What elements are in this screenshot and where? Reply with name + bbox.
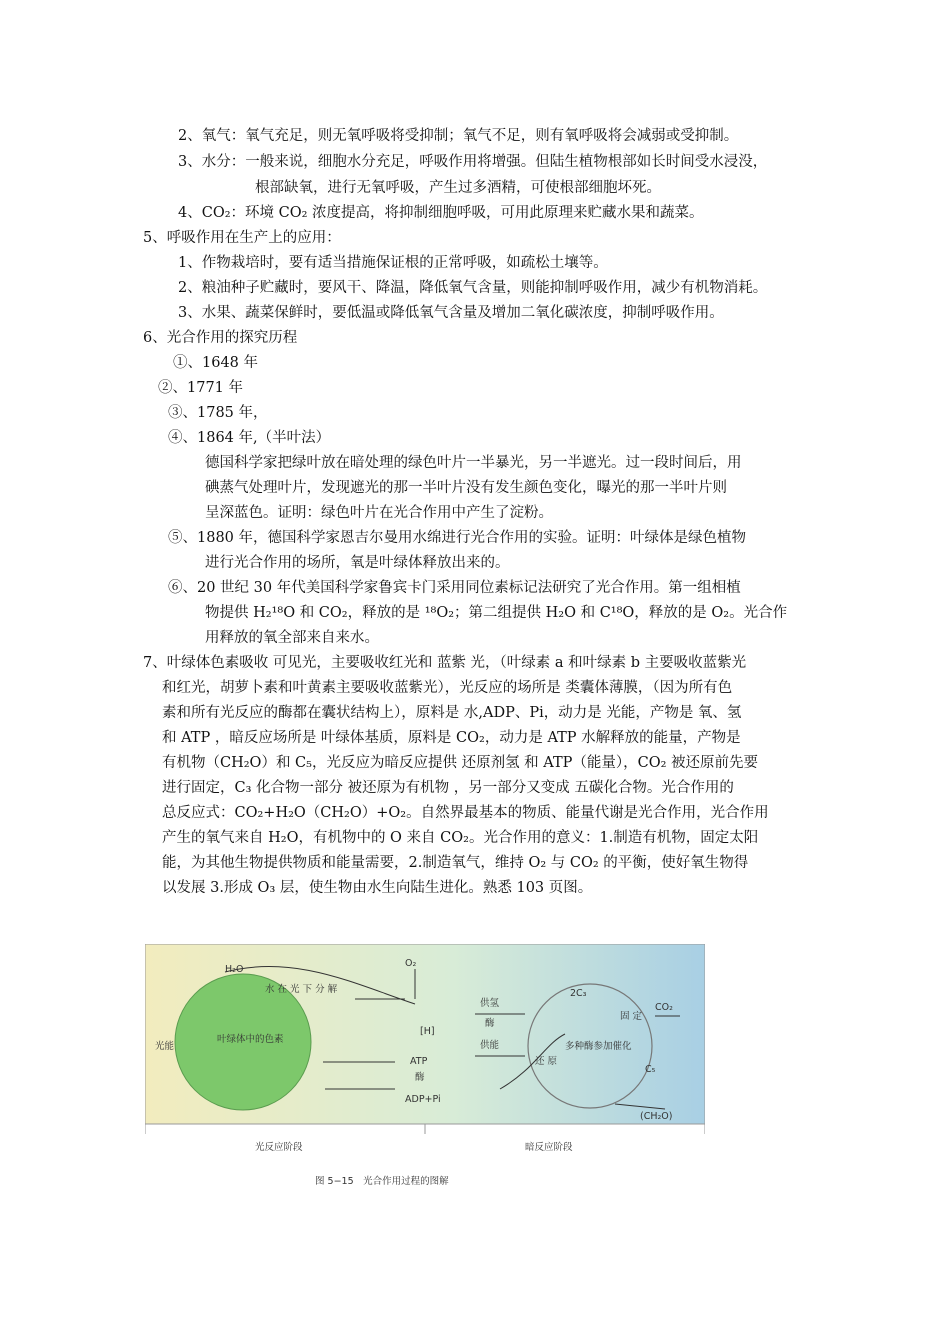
text-line: 能，为其他生物提供物质和能量需要，2.制造氧气，维持 O₂ 与 CO₂ 的平衡，使好氧生物得 [162, 855, 749, 871]
text-line: 进行光合作用的场所，氧是叶绿体释放出来的。 [205, 555, 510, 571]
text-line: ④、1864 年,（半叶法） [168, 430, 331, 446]
atp-label: ATP [410, 1056, 428, 1067]
text-line: 有机物（CH₂O）和 C₅，光反应为暗反应提供 还原剂氢 和 ATP（能量），CO₂ 被还原前先要 [162, 755, 759, 771]
multi-enzyme-label: 多种酶参加催化 [565, 1041, 632, 1052]
supply-h-label: 供氢 [480, 998, 500, 1009]
text-line: 碘蒸气处理叶片，发现遮光的那一半叶片没有发生颜色变化，曝光的那一半叶片则 [205, 480, 727, 496]
text-line: 总反应式：CO₂+H₂O（CH₂O）+O₂。自然界最基本的物质、能量代谢是光合作用，光合作用 [162, 805, 769, 821]
light-stage-label: 光反应阶段 [255, 1142, 303, 1153]
ch2o-label: (CH₂O) [640, 1111, 673, 1122]
co2-label: CO₂ [655, 1002, 673, 1013]
text-line: 素和所有光反应的酶都在囊状结构上），原料是 水,ADP、Pi，动力是 光能，产物是 氧、氢 [162, 705, 742, 721]
text-line: ⑥、20 世纪 30 年代美国科学家鲁宾卡门采用同位素标记法研究了光合作用。第一组相植 [168, 580, 741, 596]
supply-h-enzyme-label: 酶 [485, 1018, 495, 1029]
text-line: ②、1771 年 [158, 380, 244, 396]
text-line: 6、光合作用的探究历程 [143, 330, 298, 346]
enzyme-label: 酶 [415, 1072, 425, 1083]
text-line: 2、粮油种子贮藏时，要风干、降温，降低氧气含量，则能抑制呼吸作用，减少有机物消耗。 [178, 280, 768, 296]
text-line: 3、水果、蔬菜保鲜时，要低温或降低氧气含量及增加二氧化碳浓度，抑制呼吸作用。 [178, 305, 724, 321]
text-line: 7、叶绿体色素吸收 可见光，主要吸收红光和 蓝紫 光，（叶绿素 a 和叶绿素 b 主要吸收蓝紫光 [143, 655, 747, 671]
c5-label: C₅ [645, 1064, 656, 1075]
pigment-label: 叶绿体中的色素 [217, 1034, 284, 1045]
text-line: 用释放的氧全部来自来水。 [205, 630, 379, 646]
h-label: [H] [420, 1026, 435, 1037]
reduce-label: 还 原 [535, 1056, 558, 1067]
text-line: 进行固定，C₃ 化合物一部分 被还原为有机物 ，另一部分又变成 五碳化合物。光合作用的 [162, 780, 734, 796]
text-line: 1、作物栽培时，要有适当措施保证根的正常呼吸，如疏松土壤等。 [178, 255, 608, 271]
figure-caption: 图 5−15 光合作用过程的图解 [315, 1176, 449, 1187]
light-label: 光能 [155, 1041, 175, 1052]
text-line: 5、呼吸作用在生产上的应用： [143, 230, 341, 246]
fix-label: 固 定 [620, 1011, 643, 1022]
text-line: ①、1648 年 [173, 355, 259, 371]
text-line: 4、CO₂：环境 CO₂ 浓度提高，将抑制细胞呼吸，可用此原理来贮藏水果和蔬菜。 [178, 205, 704, 221]
text-line: 以发展 3.形成 O₃ 层，使生物由水生向陆生进化。熟悉 103 页图。 [162, 880, 593, 896]
dark-stage-label: 暗反应阶段 [525, 1142, 573, 1153]
text-line: 物提供 H₂¹⁸O 和 CO₂，释放的是 ¹⁸O₂；第二组提供 H₂O 和 C¹⁸O，释放的是 O₂。光合作 [205, 605, 788, 621]
photosynthesis-diagram [145, 944, 705, 1194]
adp-label: ADP+Pi [405, 1094, 441, 1105]
text-line: 产生的氧气来自 H₂O，有机物中的 O 来自 CO₂。光合作用的意义：1.制造有机物，固定太阳 [162, 830, 759, 846]
text-line: ③、1785 年， [168, 405, 268, 421]
text-line: 德国科学家把绿叶放在暗处理的绿色叶片一半暴光，另一半遮光。过一段时间后，用 [205, 455, 742, 471]
text-line: 3、水分：一般来说，细胞水分充足，呼吸作用将增强。但陆生植物根部如长时间受水浸没， [178, 154, 768, 170]
text-line: 和 ATP ，暗反应场所是 叶绿体基质，原料是 CO₂，动力是 ATP 水解释放的能量，产物是 [162, 730, 741, 746]
supply-energy-label: 供能 [480, 1040, 500, 1051]
text-line: 呈深蓝色。证明：绿色叶片在光合作用中产生了淀粉。 [205, 505, 553, 521]
c3-label: 2C₃ [570, 988, 587, 999]
water-split-label: 水 在 光 下 分 解 [265, 984, 338, 995]
text-line: 根部缺氧，进行无氧呼吸，产生过多酒精，可使根部细胞坏死。 [255, 180, 661, 196]
text-line: 2、氧气：氧气充足，则无氧呼吸将受抑制；氧气不足，则有氧呼吸将会减弱或受抑制。 [178, 128, 739, 144]
h2o-label: H₂O [225, 964, 244, 975]
text-line: 和红光，胡萝卜素和叶黄素主要吸收蓝紫光），光反应的场所是 类囊体薄膜，（因为所有色 [162, 680, 733, 696]
text-line: ⑤、1880 年，德国科学家恩吉尔曼用水绵进行光合作用的实验。证明：叶绿体是绿色植物 [168, 530, 747, 546]
o2-label: O₂ [405, 958, 417, 969]
